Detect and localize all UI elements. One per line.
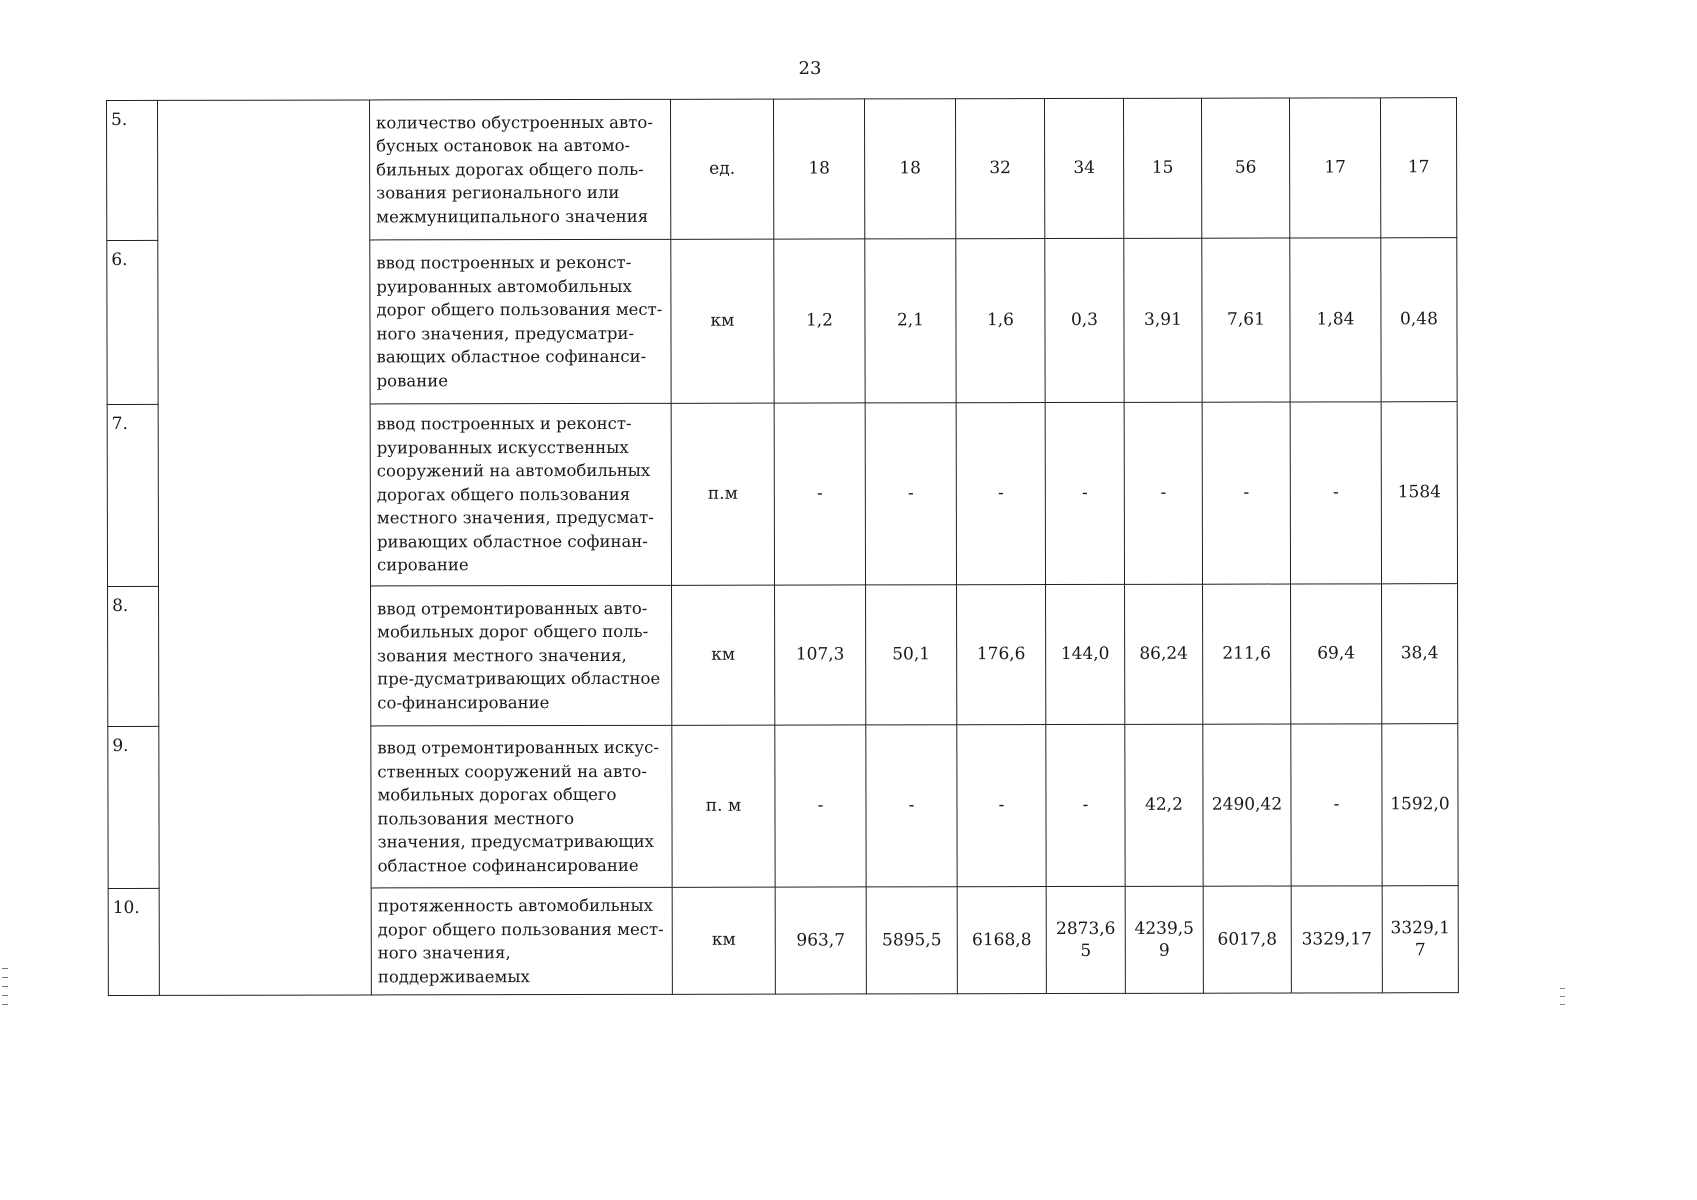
unit-cell: км xyxy=(671,239,774,403)
value-cell: - xyxy=(1202,402,1290,584)
value-cell: - xyxy=(956,403,1045,585)
value-cell: 3329,1 7 xyxy=(1382,886,1458,993)
scan-edge-marks-right xyxy=(1560,988,1566,1018)
row-number: 5. xyxy=(107,100,158,240)
row-number: 7. xyxy=(107,404,158,586)
value-cell: 5895,5 xyxy=(866,887,957,994)
value-cell: 1592,0 xyxy=(1382,724,1458,886)
value-cell: 1,6 xyxy=(956,239,1045,403)
value-cell: 18 xyxy=(773,99,864,239)
unit-cell: км xyxy=(672,585,775,725)
value-cell: 4239,5 9 xyxy=(1125,886,1203,993)
value-cell: 38,4 xyxy=(1382,584,1458,724)
row-number: 6. xyxy=(107,240,158,404)
indicator-description: ввод отремонтированных авто-мобильных дорог общего поль-зования местного значения, пре-дусматривающих областное со-финансирование xyxy=(371,585,672,726)
scan-edge-marks xyxy=(2,968,8,1014)
value-cell: 32 xyxy=(955,99,1044,239)
value-cell: 2873,6 5 xyxy=(1046,886,1125,993)
table-row xyxy=(107,98,1457,241)
indicator-description: количество обустроенных авто-бусных остановок на автомо-бильных дорогах общего поль-зования регионального или межмуниципального значения xyxy=(370,99,671,240)
value-cell: 86,24 xyxy=(1125,584,1203,724)
value-cell: 17 xyxy=(1289,98,1380,238)
value-cell: 3,91 xyxy=(1124,238,1202,402)
indicator-description: ввод отремонтированных искус-ственных сооружений на авто-мобильных дорогах общего пользования местного значения, предусматривающих областное софинансирование xyxy=(371,725,672,888)
value-cell: 7,61 xyxy=(1202,238,1290,402)
value-cell: - xyxy=(957,725,1046,887)
value-cell: 107,3 xyxy=(775,585,866,725)
value-cell: - xyxy=(775,725,866,887)
value-cell: - xyxy=(1124,402,1202,584)
indicator-description: протяженность автомобильных дорог общего пользования мест-ного значения, поддерживаемых xyxy=(371,887,672,995)
value-cell: 15 xyxy=(1123,98,1201,238)
value-cell: 0,3 xyxy=(1045,238,1124,402)
value-cell: 6168,8 xyxy=(957,887,1046,994)
value-cell: - xyxy=(1291,724,1382,886)
value-cell: 34 xyxy=(1044,98,1123,238)
row-number: 9. xyxy=(108,726,159,888)
table-body xyxy=(107,98,1459,996)
value-cell: 1,84 xyxy=(1290,238,1381,402)
value-cell: 0,48 xyxy=(1381,238,1457,402)
value-cell: 6017,8 xyxy=(1203,886,1291,993)
indicator-description: ввод построенных и реконст-руированных автомобильных дорог общего пользования мест-ного значения, предусматри-вающих областное софинанси-рование xyxy=(370,239,671,404)
value-cell: - xyxy=(1046,724,1125,886)
value-cell: 50,1 xyxy=(866,585,957,725)
value-cell: 56 xyxy=(1201,98,1289,238)
value-cell: - xyxy=(866,725,957,887)
value-cell: 211,6 xyxy=(1203,584,1291,724)
unit-cell: п. м xyxy=(672,725,775,887)
value-cell: 17 xyxy=(1380,98,1456,238)
unit-cell: п.м xyxy=(671,403,774,585)
row-number: 10. xyxy=(108,888,159,995)
value-cell: 1584 xyxy=(1381,402,1457,584)
value-cell: 1,2 xyxy=(774,239,865,403)
value-cell: 963,7 xyxy=(775,887,866,994)
indicator-table-wrapper xyxy=(106,97,1458,996)
value-cell: 176,6 xyxy=(957,585,1046,725)
value-cell: 42,2 xyxy=(1125,724,1203,886)
value-cell: 18 xyxy=(864,99,955,239)
value-cell: 2,1 xyxy=(865,239,956,403)
row-number: 8. xyxy=(108,586,159,726)
value-cell: 2490,42 xyxy=(1203,724,1291,886)
unit-cell: ед. xyxy=(670,99,773,239)
unit-cell: км xyxy=(672,887,775,994)
page-number: 23 xyxy=(798,58,822,79)
value-cell: 69,4 xyxy=(1291,584,1382,724)
value-cell: 144,0 xyxy=(1046,584,1125,724)
value-cell: - xyxy=(865,403,956,585)
indicator-description: ввод построенных и реконст-руированных искусственных сооружений на автомобильных дорогах общего пользования местного значения, предусмат-ривающих областное софинан-сирование xyxy=(370,403,671,586)
value-cell: 3329,17 xyxy=(1291,886,1382,993)
indicator-table xyxy=(106,97,1459,996)
merged-blank-column xyxy=(158,100,372,995)
value-cell: - xyxy=(1290,402,1381,584)
value-cell: - xyxy=(774,403,865,585)
value-cell: - xyxy=(1045,402,1124,584)
